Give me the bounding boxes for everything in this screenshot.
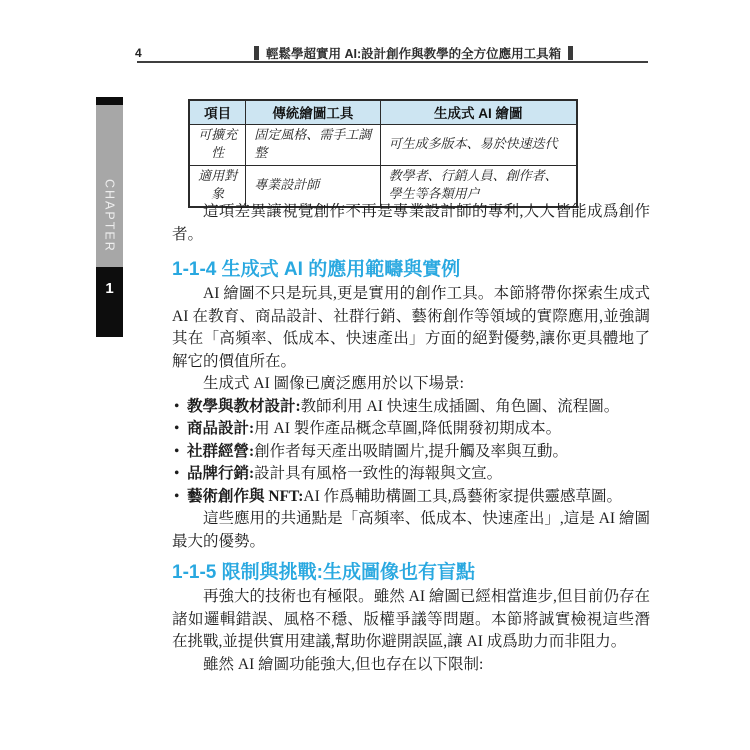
section-heading-1-1-4: 1-1-4 生成式 AI 的應用範疇與實例: [172, 259, 461, 280]
list-item: [172, 418, 650, 441]
chapter-tab-cap: [96, 97, 123, 105]
table-cell: 可擴充性: [189, 124, 246, 165]
list-item-label: 教學與教材設計:: [187, 397, 301, 415]
list-item: [172, 396, 650, 419]
table-row: [189, 124, 577, 165]
section-heading-1-1-5: 1-1-5 限制與挑戰:生成圖像也有盲點: [172, 562, 475, 583]
page-number: 4: [135, 46, 142, 60]
paragraph-after-table: 這項差異讓視覺創作不再是專業設計師的專利,人人皆能成爲創作者。: [172, 203, 650, 243]
table-header-row: [189, 100, 577, 124]
table-cell: 適用對象: [189, 165, 246, 207]
section-1-intro-paragraph: AI 繪圖不只是玩具,更是實用的創作工具。本節將帶你探索生成式 AI 在教育、商品設計、社群行銷、藝術創作等領域的實際應用,並強調其在「高頻率、低成本、快速產出」方面的絕對優勢,讓你更具體地了解它的價值所在。: [172, 285, 650, 370]
section-2-closing-line: 雖然 AI 繪圖功能強大,但也存在以下限制:: [203, 655, 484, 673]
list-item-label: 品牌行銷:: [187, 465, 255, 482]
section-1-list-intro: 生成式 AI 圖像已廣泛應用於以下場景:: [203, 375, 464, 392]
list-item-text: AI 作爲輔助構圖工具,爲藝術家提供靈感草圖。: [303, 487, 622, 505]
table-cell: 固定風格、需手工調整: [246, 124, 380, 165]
list-item-text: 創作者每天產出吸睛圖片,提升觸及率與互動。: [254, 442, 569, 460]
chapter-tab-body: [96, 105, 123, 267]
section-2-intro-paragraph: 再強大的技術也有極限。雖然 AI 繪圖已經相當進步,但目前仍存在諸如邏輯錯誤、風格不穩、版權爭議等問題。本節將誠實檢視這些潛在挑戰,並提供實用建議,幫助你避開誤區,讓 AI 成爲助力而非阻力。: [172, 588, 650, 650]
list-item-label: 社群經營:: [187, 442, 255, 460]
list-item-text: 教師利用 AI 快速生成插圖、角色圖、流程圖。: [300, 397, 620, 415]
title-left-bar-icon: [254, 46, 259, 60]
header-rule: [137, 61, 648, 63]
table-cell: 可生成多版本、易於快速迭代: [380, 124, 577, 165]
chapter-tab: [96, 97, 123, 337]
list-item: [172, 463, 650, 486]
list-item: [172, 486, 650, 509]
list-item-text: 設計具有風格一致性的海報與文宣。: [254, 465, 503, 482]
table-header-item: 項目: [189, 100, 246, 124]
chapter-label: CHAPTER: [102, 179, 117, 253]
list-item-label: 藝術創作與 NFT:: [187, 487, 304, 505]
section-1-summary-paragraph: 這些應用的共通點是「高頻率、低成本、快速產出」,這是 AI 繪圖最大的優勢。: [172, 510, 650, 550]
table-cell: 教學者、行銷人員、創作者、學生等各類用户: [380, 165, 577, 207]
use-case-list: [172, 396, 650, 509]
list-item-label: 商品設計:: [187, 420, 255, 437]
main-text-column: [172, 177, 650, 676]
table-cell: 專業設計師: [246, 165, 380, 207]
list-item: [172, 441, 650, 464]
running-header-title: [254, 44, 573, 62]
running-header-text: 輕鬆學超實用 AI:設計創作與教學的全方位應用工具箱: [266, 47, 562, 61]
title-right-bar-icon: [568, 46, 573, 60]
table-header-genai: 生成式 AI 繪圖: [380, 100, 577, 124]
chapter-number: 1: [96, 267, 123, 337]
list-item-text: 用 AI 製作產品概念草圖,降低開發初期成本。: [254, 420, 562, 437]
table-header-traditional: 傳統繪圖工具: [246, 100, 380, 124]
